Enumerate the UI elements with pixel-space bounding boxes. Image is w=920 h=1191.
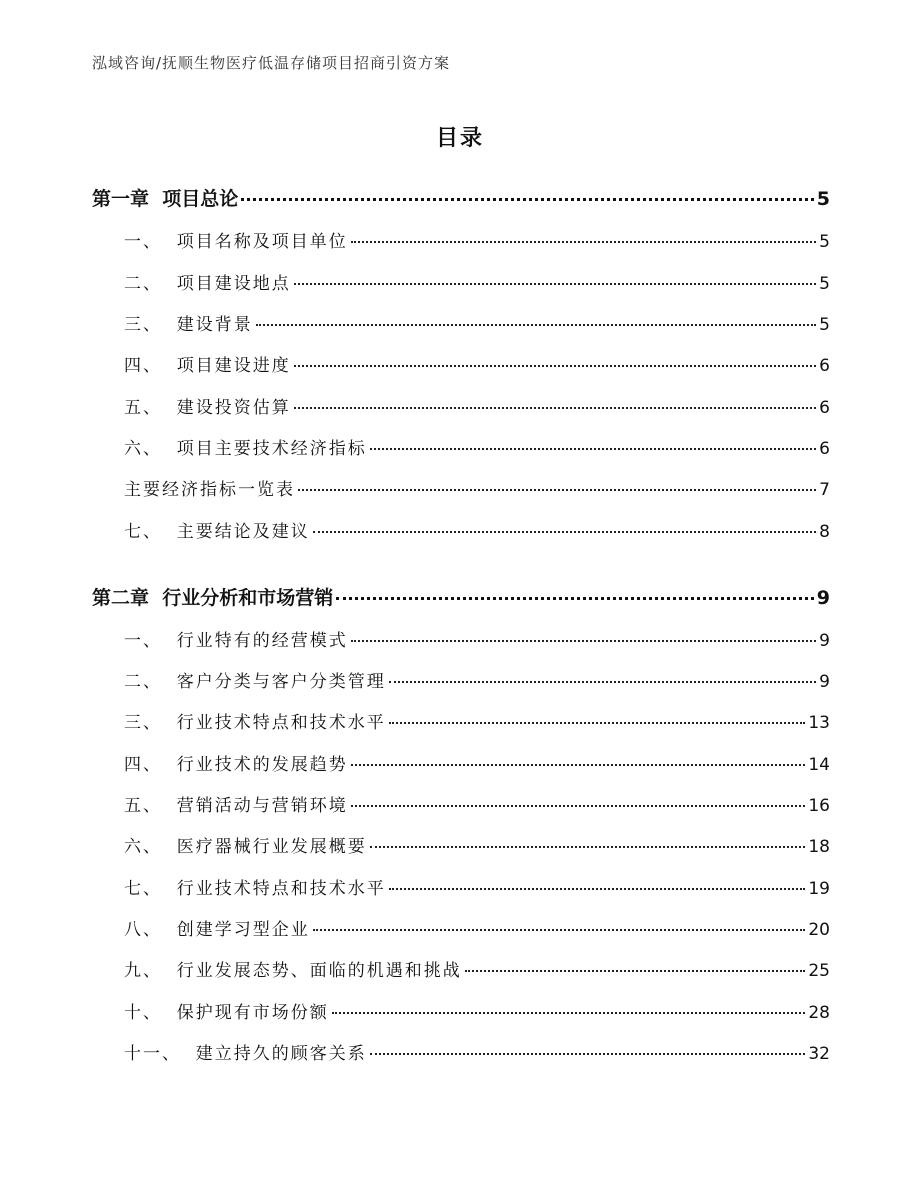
toc-entry-label: 二、 项目建设地点	[124, 274, 291, 294]
toc-leader-dots	[351, 640, 816, 642]
toc-page-number: 6	[819, 356, 830, 376]
toc-leader-dots	[465, 970, 806, 972]
toc-section-entry[interactable]	[124, 1039, 830, 1064]
toc-page-number: 7	[819, 480, 830, 500]
toc-page-number: 16	[808, 796, 830, 816]
toc-page-number: 9	[819, 631, 830, 651]
toc-page-number: 8	[819, 522, 830, 542]
toc-leader-dots	[370, 448, 816, 450]
toc-entry-label: 二、 客户分类与客户分类管理	[124, 672, 386, 692]
toc-entry-label: 一、 行业特有的经营模式	[124, 631, 348, 651]
toc-page-number: 20	[808, 920, 830, 940]
toc-page-number: 5	[819, 232, 830, 252]
toc-entry-label: 八、 创建学习型企业	[124, 920, 310, 940]
document-header: 泓域咨询/抚顺生物医疗低温存储项目招商引资方案	[92, 54, 451, 72]
toc-leader-dots	[389, 888, 806, 890]
toc-leader-dots	[389, 681, 816, 683]
toc-section-entry[interactable]	[124, 998, 830, 1023]
toc-entry-label: 第一章 项目总论	[92, 188, 239, 210]
toc-leader-dots	[294, 365, 816, 367]
toc-section-entry[interactable]	[124, 667, 830, 692]
toc-leader-dots	[241, 198, 814, 201]
toc-leader-dots	[351, 241, 816, 243]
toc-entry-label: 七、 行业技术特点和技术水平	[124, 879, 386, 899]
toc-section-entry[interactable]	[124, 227, 830, 252]
toc-leader-dots	[294, 407, 816, 409]
toc-section-entry[interactable]	[124, 351, 830, 376]
toc-section-entry[interactable]	[124, 832, 830, 857]
toc-leader-dots	[256, 324, 816, 326]
toc-section-entry[interactable]	[124, 434, 830, 459]
toc-chapter-entry[interactable]	[92, 583, 830, 610]
toc-entry-label: 十、 保护现有市场份额	[124, 1003, 329, 1023]
toc-section-entry[interactable]	[124, 750, 830, 775]
toc-leader-dots	[370, 1053, 806, 1055]
toc-page-number: 6	[819, 398, 830, 418]
toc-entry-label: 七、 主要结论及建议	[124, 522, 310, 542]
toc-leader-dots	[336, 597, 814, 600]
toc-section-entry[interactable]	[124, 791, 830, 816]
toc-page-number: 28	[808, 1003, 830, 1023]
toc-page-number: 5	[816, 188, 830, 210]
toc-leader-dots	[298, 489, 816, 491]
toc-leader-dots	[389, 722, 806, 724]
toc-entry-label: 一、 项目名称及项目单位	[124, 232, 348, 252]
toc-leader-dots	[313, 531, 816, 533]
toc-entry-label: 主要经济指标一览表	[124, 480, 295, 500]
toc-section-entry[interactable]	[124, 475, 830, 500]
toc-entry-label: 六、 项目主要技术经济指标	[124, 439, 367, 459]
toc-entry-label: 五、 建设投资估算	[124, 398, 291, 418]
toc-entry-label: 十一、 建立持久的顾客关系	[124, 1044, 367, 1064]
toc-entry-label: 第二章 行业分析和市场营销	[92, 587, 334, 609]
toc-page-number: 14	[808, 755, 830, 775]
toc-section-entry[interactable]	[124, 874, 830, 899]
toc-page-number: 6	[819, 439, 830, 459]
toc-entry-label: 三、 建设背景	[124, 315, 253, 335]
toc-section-entry[interactable]	[124, 269, 830, 294]
toc-section-entry[interactable]	[124, 956, 830, 981]
toc-leader-dots	[370, 846, 806, 848]
toc-entry-label: 五、 营销活动与营销环境	[124, 796, 348, 816]
toc-chapter-entry[interactable]	[92, 184, 830, 211]
toc-leader-dots	[294, 283, 816, 285]
toc-section-entry[interactable]	[124, 310, 830, 335]
toc-leader-dots	[351, 805, 806, 807]
toc-page-number: 19	[808, 879, 830, 899]
toc-leader-dots	[332, 1012, 806, 1014]
toc-entry-label: 六、 医疗器械行业发展概要	[124, 837, 367, 857]
toc-entry-label: 九、 行业发展态势、面临的机遇和挑战	[124, 961, 462, 981]
toc-page-number: 13	[808, 713, 830, 733]
toc-section-entry[interactable]	[124, 708, 830, 733]
toc-page-number: 32	[808, 1044, 830, 1064]
toc-section-entry[interactable]	[124, 517, 830, 542]
toc-page-number: 25	[808, 961, 830, 981]
toc-page-number: 5	[819, 274, 830, 294]
toc-section-entry[interactable]	[124, 915, 830, 940]
toc-entry-label: 三、 行业技术特点和技术水平	[124, 713, 386, 733]
toc-title: 目录	[435, 126, 484, 151]
toc-page-number: 18	[808, 837, 830, 857]
toc-section-entry[interactable]	[124, 393, 830, 418]
toc-entry-label: 四、 项目建设进度	[124, 356, 291, 376]
toc-section-entry[interactable]	[124, 626, 830, 651]
toc-leader-dots	[313, 929, 806, 931]
toc-page-number: 5	[819, 315, 830, 335]
toc-leader-dots	[351, 764, 806, 766]
toc-page-number: 9	[819, 672, 830, 692]
toc-entry-label: 四、 行业技术的发展趋势	[124, 755, 348, 775]
toc-page-number: 9	[816, 587, 830, 609]
